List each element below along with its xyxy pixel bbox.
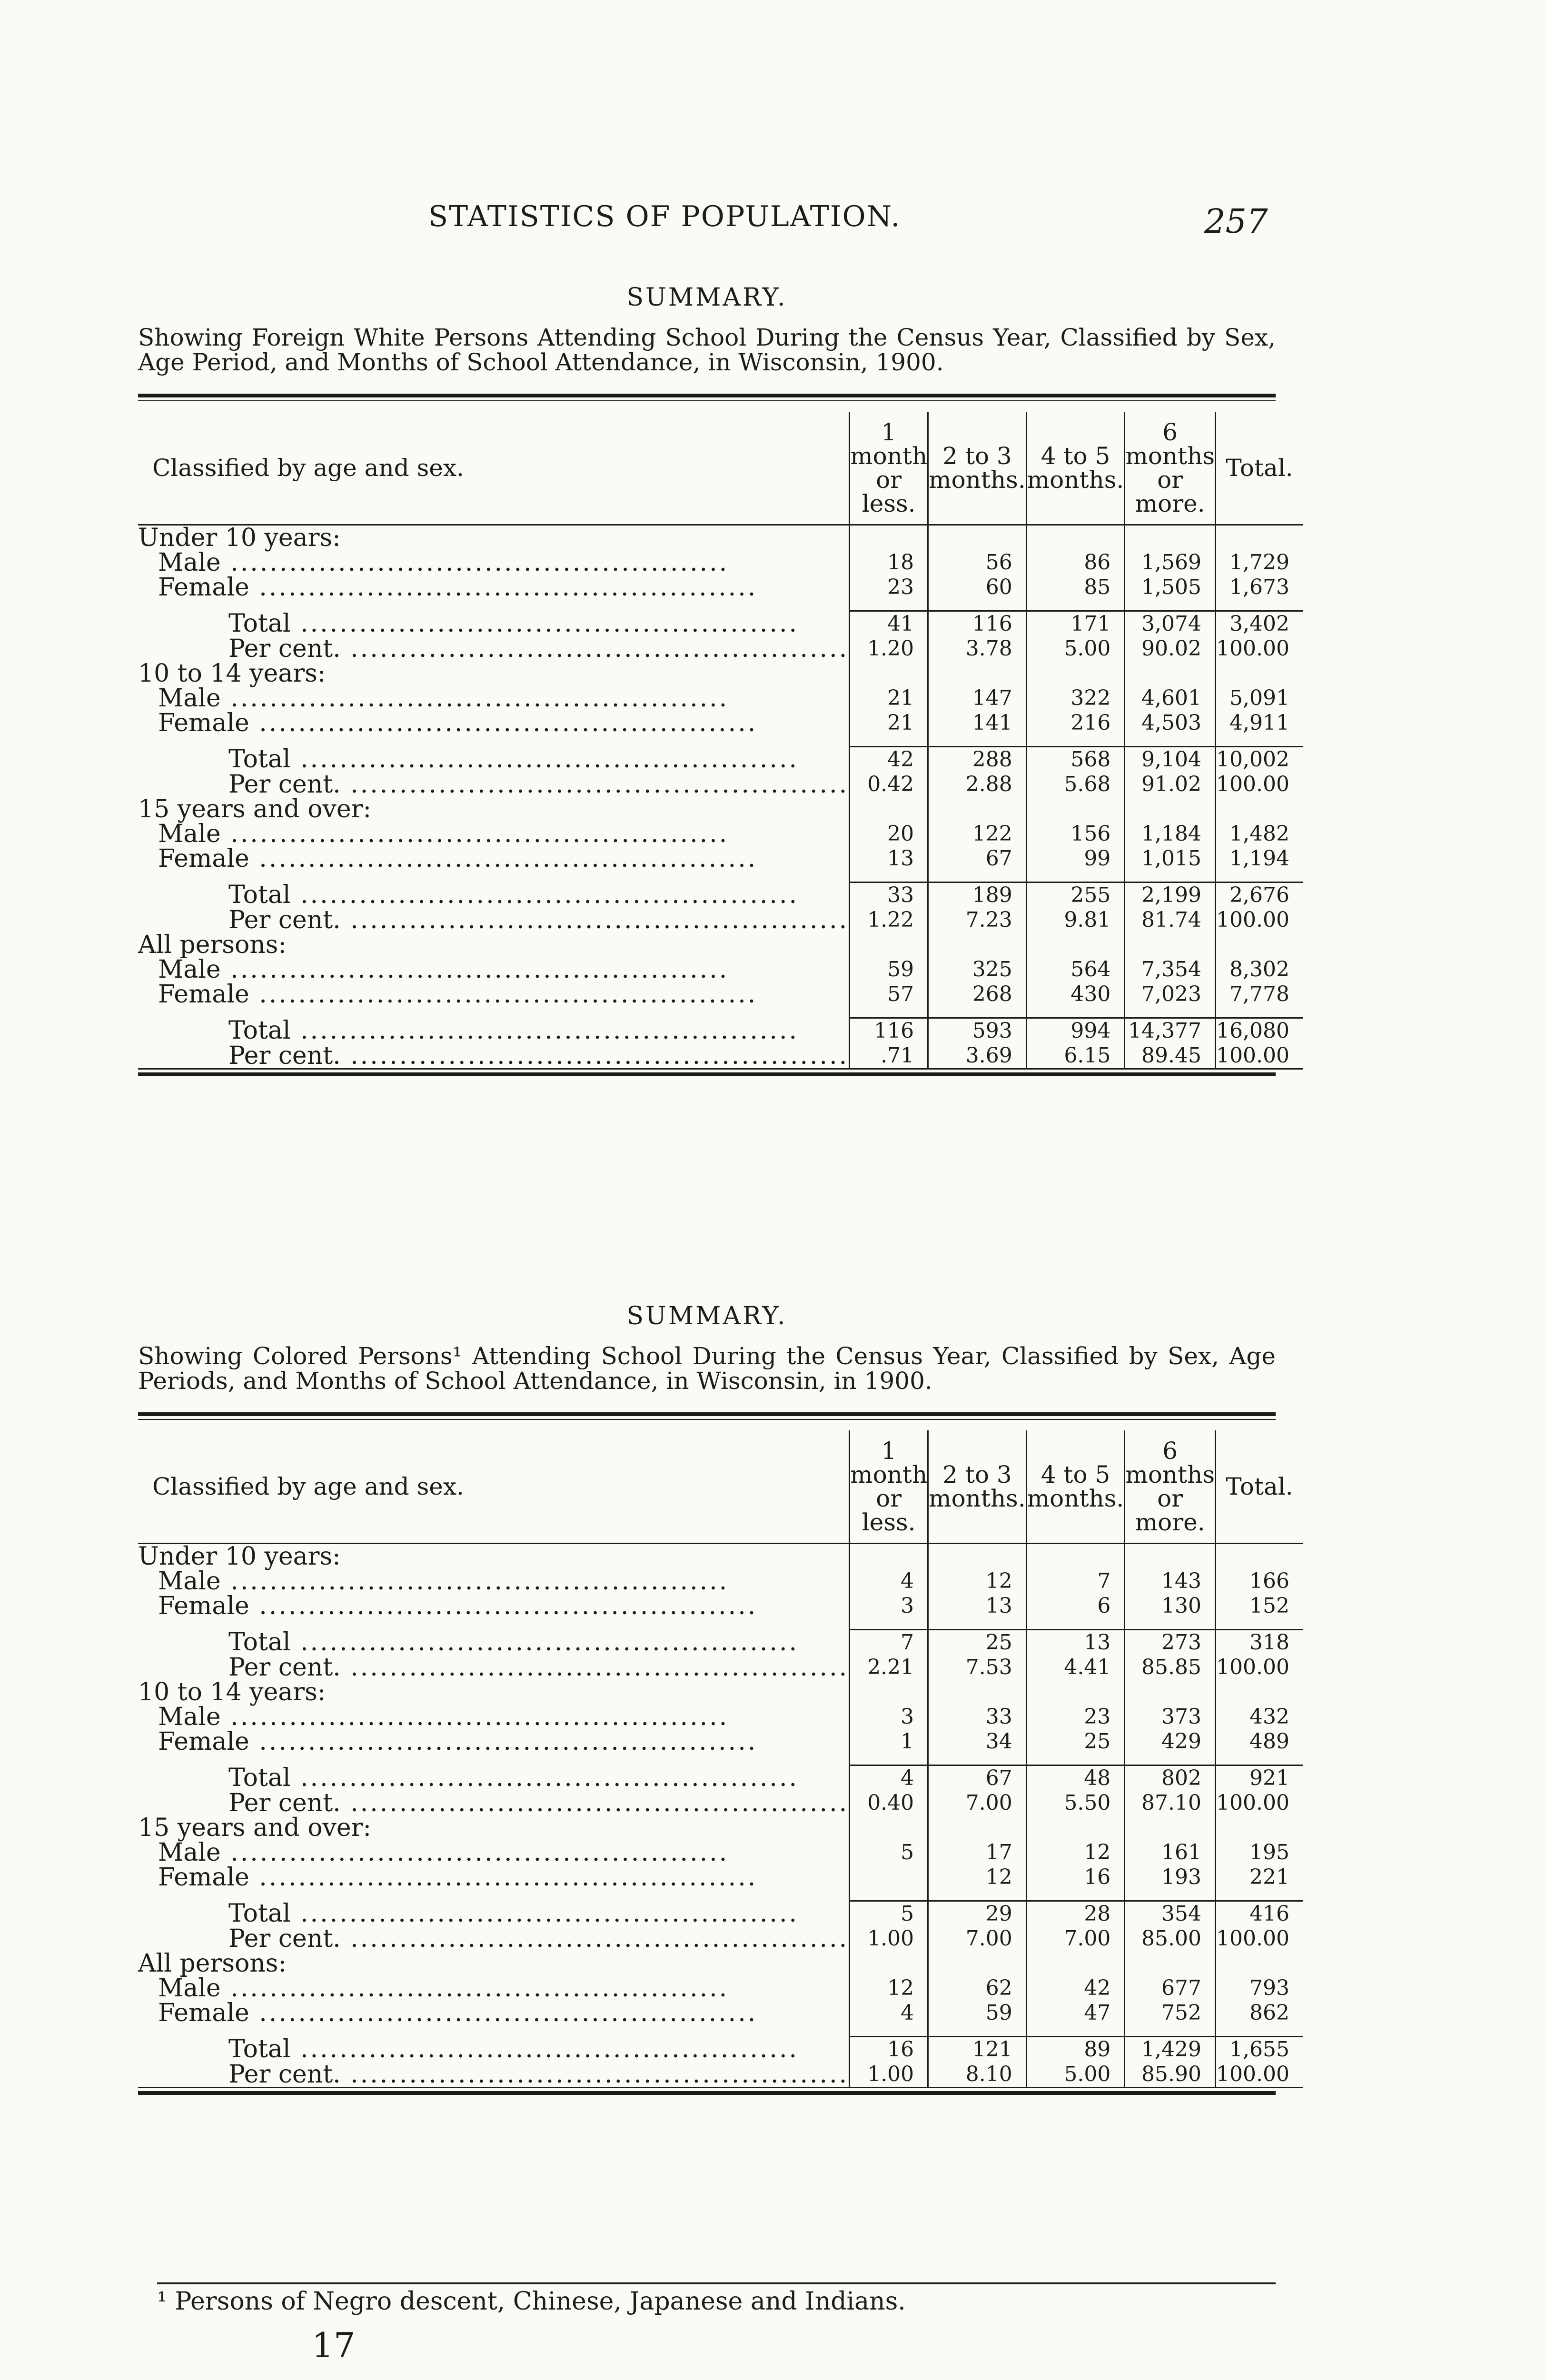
spacer-row bbox=[138, 1618, 1303, 1630]
summary-section-foreign-white bbox=[138, 283, 1293, 1076]
female-value: 7,778 bbox=[1215, 982, 1302, 1007]
male-value: 161 bbox=[1125, 1840, 1216, 1865]
row-label: Male ..... bbox=[158, 957, 849, 982]
row-label: Female ..... bbox=[158, 982, 849, 1007]
male-row bbox=[138, 957, 1303, 982]
total-value: 189 bbox=[928, 883, 1027, 908]
male-value: 677 bbox=[1125, 1976, 1216, 2001]
pct-value: 5.00 bbox=[1026, 636, 1125, 661]
group-label: 15 years and over: bbox=[138, 795, 372, 823]
table-bottom-rule bbox=[138, 1072, 1276, 1076]
male-value: 1,184 bbox=[1125, 822, 1216, 846]
percent-row bbox=[138, 1791, 1303, 1815]
total-value: 2,199 bbox=[1125, 883, 1216, 908]
total-value: 121 bbox=[928, 2037, 1027, 2063]
row-label: Per cent. ..... bbox=[228, 1655, 849, 1680]
pct-value: 8.10 bbox=[928, 2062, 1027, 2088]
row-label: Per cent. ..... bbox=[228, 772, 849, 797]
row-label: Male ..... bbox=[158, 1705, 849, 1729]
table-top-rule-thin bbox=[138, 1419, 1276, 1420]
row-label: Per cent. ..... bbox=[228, 908, 849, 932]
total-value: 288 bbox=[928, 747, 1027, 773]
running-title: STATISTICS OF POPULATION. bbox=[428, 200, 901, 233]
total-value: 568 bbox=[1026, 747, 1125, 773]
female-value: 4,911 bbox=[1215, 711, 1302, 735]
total-value: 1,429 bbox=[1125, 2037, 1216, 2063]
male-row bbox=[138, 686, 1303, 711]
male-value: 12 bbox=[850, 1976, 928, 2001]
female-value: 34 bbox=[928, 1729, 1027, 1754]
table-top-rule bbox=[138, 394, 1276, 397]
pct-value: 1.00 bbox=[850, 2062, 928, 2088]
group-heading-row bbox=[138, 797, 1303, 822]
male-value: 3 bbox=[850, 1705, 928, 1729]
pct-value: 5.50 bbox=[1026, 1791, 1125, 1815]
male-value: 5 bbox=[850, 1840, 928, 1865]
pct-value: 85.90 bbox=[1125, 2062, 1216, 2088]
row-label: Female ..... bbox=[158, 1729, 849, 1754]
female-value: 60 bbox=[928, 575, 1027, 600]
colored-persons-table bbox=[138, 1430, 1303, 2088]
group-heading-row bbox=[138, 1544, 1303, 1569]
female-value: 3 bbox=[850, 1594, 928, 1618]
total-value: 9,104 bbox=[1125, 747, 1216, 773]
male-value: 20 bbox=[850, 822, 928, 846]
total-row bbox=[138, 611, 1303, 637]
total-value: 318 bbox=[1215, 1630, 1302, 1656]
total-value: 3,074 bbox=[1125, 611, 1216, 637]
pct-value: .71 bbox=[850, 1043, 928, 1069]
pct-value: 4.41 bbox=[1026, 1655, 1125, 1680]
female-value: 752 bbox=[1125, 2001, 1216, 2025]
female-value: 216 bbox=[1026, 711, 1125, 735]
pct-value: 3.78 bbox=[928, 636, 1027, 661]
male-value: 4 bbox=[850, 1569, 928, 1594]
group-heading-row bbox=[138, 661, 1303, 686]
total-value: 89 bbox=[1026, 2037, 1125, 2063]
male-value: 322 bbox=[1026, 686, 1125, 711]
pct-value: 0.42 bbox=[850, 772, 928, 797]
summary-caption: Showing Foreign White Persons Attending School During the Census Year, Classified by Sex, Age Period, and Months of School Attendance, in Wisconsin, 1900. bbox=[138, 324, 1276, 376]
male-value: 195 bbox=[1215, 1840, 1302, 1865]
row-label: Male ..... bbox=[158, 1976, 849, 2001]
female-value: 430 bbox=[1026, 982, 1125, 1007]
column-header: Total. bbox=[1215, 412, 1302, 525]
group-heading-row bbox=[138, 525, 1303, 551]
total-value: 416 bbox=[1215, 1901, 1302, 1927]
female-value: 21 bbox=[850, 711, 928, 735]
summary-caption: Showing Colored Persons¹ Attending School During the Census Year, Classified by Sex, Age Periods, and Months of School Attendance, in Wisconsin, in 1900. bbox=[138, 1342, 1276, 1395]
row-label: Female ..... bbox=[158, 711, 849, 735]
pct-value: 100.00 bbox=[1215, 1043, 1302, 1069]
female-value: 25 bbox=[1026, 1729, 1125, 1754]
total-value: 48 bbox=[1026, 1765, 1125, 1791]
female-value bbox=[850, 1865, 928, 1890]
male-row bbox=[138, 1569, 1303, 1594]
female-value: 16 bbox=[1026, 1865, 1125, 1890]
male-value: 12 bbox=[1026, 1840, 1125, 1865]
group-label: 10 to 14 years: bbox=[138, 1678, 326, 1706]
male-value: 4,601 bbox=[1125, 686, 1216, 711]
female-value: 67 bbox=[928, 846, 1027, 871]
female-row bbox=[138, 575, 1303, 600]
spacer-row bbox=[138, 1007, 1303, 1018]
pct-value: 3.69 bbox=[928, 1043, 1027, 1069]
female-value: 130 bbox=[1125, 1594, 1216, 1618]
row-label: Male ..... bbox=[158, 1840, 849, 1865]
column-header: 2 to 3 months. bbox=[928, 412, 1027, 525]
total-value: 14,377 bbox=[1125, 1018, 1216, 1044]
total-value: 116 bbox=[850, 1018, 928, 1044]
female-value: 429 bbox=[1125, 1729, 1216, 1754]
row-label: Female ..... bbox=[158, 1865, 849, 1890]
total-value: 41 bbox=[850, 611, 928, 637]
column-header: 6 months or more. bbox=[1125, 412, 1216, 525]
female-value: 85 bbox=[1026, 575, 1125, 600]
female-row bbox=[138, 1865, 1303, 1890]
total-value: 16,080 bbox=[1215, 1018, 1302, 1044]
total-value: 994 bbox=[1026, 1018, 1125, 1044]
male-row bbox=[138, 1705, 1303, 1729]
table-top-rule-thin bbox=[138, 400, 1276, 401]
foreign-white-table-body bbox=[138, 525, 1303, 1069]
row-label: Total ..... bbox=[228, 1901, 849, 1926]
group-heading-row bbox=[138, 932, 1303, 957]
total-row bbox=[138, 1765, 1303, 1791]
group-label: 15 years and over: bbox=[138, 1814, 372, 1842]
total-row bbox=[138, 1018, 1303, 1044]
female-value: 47 bbox=[1026, 2001, 1125, 2025]
female-value: 6 bbox=[1026, 1594, 1125, 1618]
total-value: 802 bbox=[1125, 1765, 1216, 1791]
male-value: 23 bbox=[1026, 1705, 1125, 1729]
female-row bbox=[138, 711, 1303, 735]
pct-value: 7.00 bbox=[1026, 1926, 1125, 1951]
pct-value: 85.00 bbox=[1125, 1926, 1216, 1951]
male-value: 33 bbox=[928, 1705, 1027, 1729]
percent-row bbox=[138, 636, 1303, 661]
total-value: 3,402 bbox=[1215, 611, 1302, 637]
female-value: 4 bbox=[850, 2001, 928, 2025]
pct-value: 7.23 bbox=[928, 908, 1027, 932]
female-value: 23 bbox=[850, 575, 928, 600]
row-label: Per cent. ..... bbox=[228, 1791, 849, 1815]
total-value: 5 bbox=[850, 1901, 928, 1927]
row-label: Total ..... bbox=[228, 2037, 849, 2062]
female-value: 1,194 bbox=[1215, 846, 1302, 871]
percent-row bbox=[138, 1655, 1303, 1680]
female-value: 152 bbox=[1215, 1594, 1302, 1618]
total-value: 354 bbox=[1125, 1901, 1216, 1927]
summary-section-colored bbox=[138, 1302, 1293, 2095]
row-label: Per cent. ..... bbox=[228, 1043, 849, 1068]
female-value: 1,505 bbox=[1125, 575, 1216, 600]
total-value: 29 bbox=[928, 1901, 1027, 1927]
signature-number: 17 bbox=[312, 2325, 356, 2365]
male-value: 325 bbox=[928, 957, 1027, 982]
male-value: 122 bbox=[928, 822, 1027, 846]
row-label: Male ..... bbox=[158, 1569, 849, 1594]
row-label: Female ..... bbox=[158, 575, 849, 600]
spacer-row bbox=[138, 1890, 1303, 1901]
group-label: 10 to 14 years: bbox=[138, 659, 326, 688]
total-value: 2,676 bbox=[1215, 883, 1302, 908]
pct-value: 85.85 bbox=[1125, 1655, 1216, 1680]
foreign-white-table bbox=[138, 412, 1303, 1070]
pct-value: 87.10 bbox=[1125, 1791, 1216, 1815]
spacer-row bbox=[138, 1754, 1303, 1765]
group-label: All persons: bbox=[138, 931, 287, 959]
column-header-label: Classified by age and sex. bbox=[138, 412, 850, 525]
column-header-label: Classified by age and sex. bbox=[138, 1430, 850, 1544]
female-value: 489 bbox=[1215, 1729, 1302, 1754]
row-label: Female ..... bbox=[158, 1594, 849, 1618]
group-label: Under 10 years: bbox=[138, 524, 341, 552]
percent-row bbox=[138, 1926, 1303, 1951]
spacer-row bbox=[138, 871, 1303, 883]
female-value: 1,015 bbox=[1125, 846, 1216, 871]
male-value: 8,302 bbox=[1215, 957, 1302, 982]
female-value: 99 bbox=[1026, 846, 1125, 871]
male-row bbox=[138, 1976, 1303, 2001]
row-label: Male ..... bbox=[158, 686, 849, 711]
total-row bbox=[138, 2037, 1303, 2063]
male-value: 793 bbox=[1215, 1976, 1302, 2001]
pct-value: 2.21 bbox=[850, 1655, 928, 1680]
row-label: Total ..... bbox=[228, 1018, 849, 1043]
total-value: 1,655 bbox=[1215, 2037, 1302, 2063]
pct-value: 100.00 bbox=[1215, 1926, 1302, 1951]
total-value: 33 bbox=[850, 883, 928, 908]
group-heading-row bbox=[138, 1815, 1303, 1840]
pct-value: 100.00 bbox=[1215, 772, 1302, 797]
total-value: 25 bbox=[928, 1630, 1027, 1656]
pct-value: 89.45 bbox=[1125, 1043, 1216, 1069]
pct-value: 6.15 bbox=[1026, 1043, 1125, 1069]
male-value: 143 bbox=[1125, 1569, 1216, 1594]
male-value: 156 bbox=[1026, 822, 1125, 846]
pct-value: 81.74 bbox=[1125, 908, 1216, 932]
male-value: 564 bbox=[1026, 957, 1125, 982]
row-label: Per cent. ..... bbox=[228, 2062, 849, 2087]
colored-persons-table-body bbox=[138, 1544, 1303, 2088]
pct-value: 100.00 bbox=[1215, 908, 1302, 932]
male-value: 17 bbox=[928, 1840, 1027, 1865]
male-value: 1,729 bbox=[1215, 550, 1302, 575]
male-value: 7 bbox=[1026, 1569, 1125, 1594]
female-value: 59 bbox=[928, 2001, 1027, 2025]
pct-value: 1.20 bbox=[850, 636, 928, 661]
pct-value: 100.00 bbox=[1215, 1791, 1302, 1815]
row-label: Total ..... bbox=[228, 883, 849, 907]
female-value: 57 bbox=[850, 982, 928, 1007]
female-row bbox=[138, 846, 1303, 871]
table-bottom-rule bbox=[138, 2091, 1276, 2095]
page-number: 257 bbox=[1204, 202, 1268, 241]
male-value: 1,569 bbox=[1125, 550, 1216, 575]
total-value: 7 bbox=[850, 1630, 928, 1656]
female-value: 7,023 bbox=[1125, 982, 1216, 1007]
pct-value: 90.02 bbox=[1125, 636, 1216, 661]
row-label: Female ..... bbox=[158, 2001, 849, 2025]
column-header: 1 month or less. bbox=[850, 412, 928, 525]
male-row bbox=[138, 822, 1303, 846]
pct-value: 0.40 bbox=[850, 1791, 928, 1815]
male-value: 59 bbox=[850, 957, 928, 982]
female-row bbox=[138, 1729, 1303, 1754]
table-header-row bbox=[138, 1430, 1303, 1544]
column-header: 6 months or more. bbox=[1125, 1430, 1216, 1544]
female-value: 4,503 bbox=[1125, 711, 1216, 735]
row-label: Total ..... bbox=[228, 611, 849, 636]
male-value: 18 bbox=[850, 550, 928, 575]
percent-row bbox=[138, 2062, 1303, 2088]
total-row bbox=[138, 883, 1303, 908]
male-value: 86 bbox=[1026, 550, 1125, 575]
row-label: Total ..... bbox=[228, 1630, 849, 1655]
row-label: Female ..... bbox=[158, 846, 849, 871]
male-value: 432 bbox=[1215, 1705, 1302, 1729]
female-value: 193 bbox=[1125, 1865, 1216, 1890]
row-label: Per cent. ..... bbox=[228, 1926, 849, 1951]
female-value: 1 bbox=[850, 1729, 928, 1754]
spacer-row bbox=[138, 735, 1303, 747]
male-value: 373 bbox=[1125, 1705, 1216, 1729]
male-value: 12 bbox=[928, 1569, 1027, 1594]
pct-value: 100.00 bbox=[1215, 1655, 1302, 1680]
row-label: Total ..... bbox=[228, 1765, 849, 1790]
female-row bbox=[138, 2001, 1303, 2025]
total-row bbox=[138, 1901, 1303, 1927]
total-value: 4 bbox=[850, 1765, 928, 1791]
total-value: 273 bbox=[1125, 1630, 1216, 1656]
female-value: 13 bbox=[850, 846, 928, 871]
female-row bbox=[138, 982, 1303, 1007]
pct-value: 1.22 bbox=[850, 908, 928, 932]
pct-value: 2.88 bbox=[928, 772, 1027, 797]
total-value: 116 bbox=[928, 611, 1027, 637]
pct-value: 9.81 bbox=[1026, 908, 1125, 932]
pct-value: 100.00 bbox=[1215, 2062, 1302, 2088]
group-heading-row bbox=[138, 1951, 1303, 1976]
male-value: 62 bbox=[928, 1976, 1027, 2001]
percent-row bbox=[138, 908, 1303, 932]
total-value: 921 bbox=[1215, 1765, 1302, 1791]
pct-value: 5.68 bbox=[1026, 772, 1125, 797]
male-value: 166 bbox=[1215, 1569, 1302, 1594]
pct-value: 1.00 bbox=[850, 1926, 928, 1951]
male-value: 21 bbox=[850, 686, 928, 711]
pct-value: 7.00 bbox=[928, 1791, 1027, 1815]
female-value: 221 bbox=[1215, 1865, 1302, 1890]
pct-value: 91.02 bbox=[1125, 772, 1216, 797]
total-value: 13 bbox=[1026, 1630, 1125, 1656]
row-label: Male ..... bbox=[158, 822, 849, 846]
column-header: 4 to 5 months. bbox=[1026, 412, 1125, 525]
column-header: 1 month or less. bbox=[850, 1430, 928, 1544]
summary-title: SUMMARY. bbox=[626, 283, 787, 312]
male-value: 1,482 bbox=[1215, 822, 1302, 846]
total-value: 16 bbox=[850, 2037, 928, 2063]
group-label: All persons: bbox=[138, 1949, 287, 1978]
spacer-row bbox=[138, 2025, 1303, 2037]
total-value: 67 bbox=[928, 1765, 1027, 1791]
male-value: 7,354 bbox=[1125, 957, 1216, 982]
column-header: 2 to 3 months. bbox=[928, 1430, 1027, 1544]
total-value: 28 bbox=[1026, 1901, 1125, 1927]
pct-value: 5.00 bbox=[1026, 2062, 1125, 2088]
row-label: Per cent. ..... bbox=[228, 636, 849, 661]
total-value: 42 bbox=[850, 747, 928, 773]
summary-title: SUMMARY. bbox=[626, 1302, 787, 1330]
column-header: 4 to 5 months. bbox=[1026, 1430, 1125, 1544]
female-row bbox=[138, 1594, 1303, 1618]
pct-value: 7.53 bbox=[928, 1655, 1027, 1680]
female-value: 12 bbox=[928, 1865, 1027, 1890]
percent-row bbox=[138, 772, 1303, 797]
group-label: Under 10 years: bbox=[138, 1542, 341, 1571]
group-heading-row bbox=[138, 1680, 1303, 1705]
male-row bbox=[138, 550, 1303, 575]
spacer-row bbox=[138, 600, 1303, 611]
male-value: 56 bbox=[928, 550, 1027, 575]
female-value: 13 bbox=[928, 1594, 1027, 1618]
total-row bbox=[138, 747, 1303, 773]
column-header: Total. bbox=[1215, 1430, 1302, 1544]
female-value: 141 bbox=[928, 711, 1027, 735]
total-value: 255 bbox=[1026, 883, 1125, 908]
pct-value: 100.00 bbox=[1215, 636, 1302, 661]
male-value: 42 bbox=[1026, 1976, 1125, 2001]
pct-value: 7.00 bbox=[928, 1926, 1027, 1951]
total-value: 171 bbox=[1026, 611, 1125, 637]
table-top-rule bbox=[138, 1412, 1276, 1416]
male-value: 5,091 bbox=[1215, 686, 1302, 711]
row-label: Male ..... bbox=[158, 550, 849, 575]
page-header bbox=[0, 200, 1546, 243]
male-value: 147 bbox=[928, 686, 1027, 711]
total-value: 593 bbox=[928, 1018, 1027, 1044]
table-header-row bbox=[138, 412, 1303, 525]
male-row bbox=[138, 1840, 1303, 1865]
row-label: Total ..... bbox=[228, 747, 849, 772]
female-value: 1,673 bbox=[1215, 575, 1302, 600]
female-value: 862 bbox=[1215, 2001, 1302, 2025]
female-value: 268 bbox=[928, 982, 1027, 1007]
total-row bbox=[138, 1630, 1303, 1656]
total-value: 10,002 bbox=[1215, 747, 1302, 773]
percent-row bbox=[138, 1043, 1303, 1069]
footnote: ¹ Persons of Negro descent, Chinese, Japanese and Indians. bbox=[157, 2282, 1276, 2316]
